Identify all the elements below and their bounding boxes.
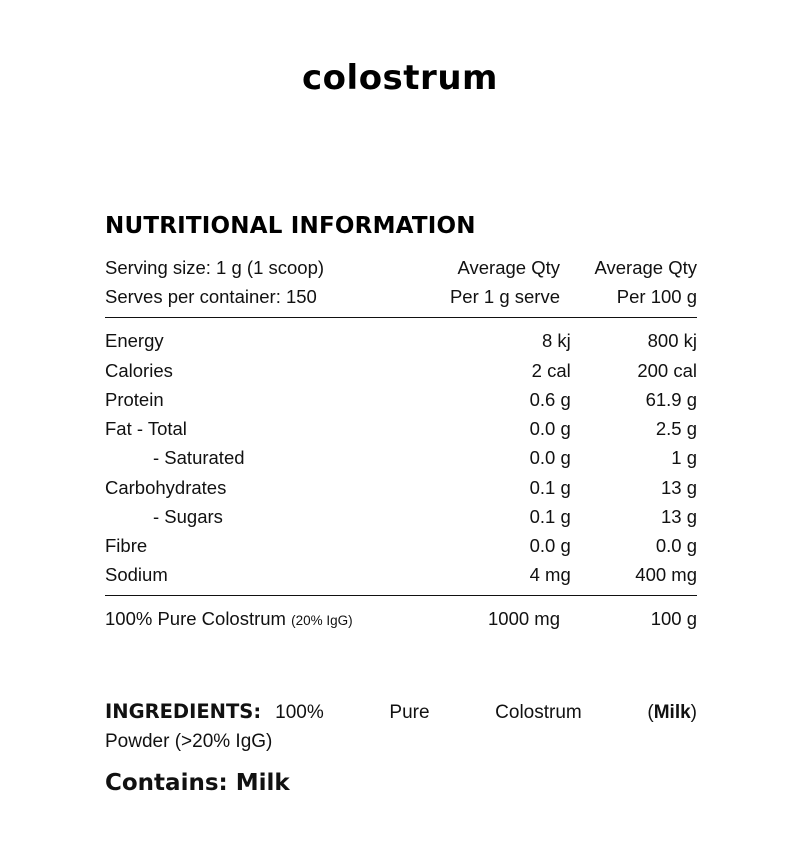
ingredients-allergen: Milk	[653, 702, 691, 723]
nutrition-values-table	[105, 326, 697, 589]
divider-top	[105, 317, 697, 318]
row-hundred-value: 400 mg	[635, 564, 697, 586]
section-title: NUTRITIONAL INFORMATION	[105, 213, 476, 239]
row-hundred-value: 61.9 g	[645, 388, 697, 410]
row-label: - Sugars	[153, 505, 223, 527]
divider-bottom	[105, 595, 697, 596]
row-hundred-value: 13 g	[660, 476, 697, 498]
row-serve-value: 0.6 g	[529, 388, 571, 410]
row-label: Fibre	[105, 534, 148, 556]
claim-note: (20% IgG)	[291, 613, 353, 629]
table-row	[105, 443, 697, 472]
ingredients-label: INGREDIENTS:	[105, 700, 262, 723]
row-label: Carbohydrates	[105, 476, 227, 498]
ingredients-line	[105, 698, 697, 727]
table-row	[105, 502, 697, 531]
serving-size-label: Serving size: 1 g (1 scoop)	[105, 257, 325, 278]
row-label: Fat - Total	[105, 418, 187, 440]
row-serve-value: 8 kj	[541, 330, 571, 352]
claim-hundred-value: 100 g	[650, 608, 697, 630]
table-row	[105, 385, 697, 414]
table-row	[105, 356, 697, 385]
row-serve-value: 2 cal	[531, 359, 571, 381]
table-row	[105, 473, 697, 502]
row-serve-value: 0.0 g	[529, 534, 571, 556]
ingredients-text	[275, 699, 697, 727]
row-serve-value: 0.0 g	[529, 447, 571, 469]
row-label: Protein	[105, 388, 164, 410]
contains-statement: Contains: Milk	[105, 770, 290, 797]
nutrition-table	[105, 253, 697, 311]
row-label: - Saturated	[153, 447, 245, 469]
row-label: Calories	[105, 359, 173, 381]
nutrition-label-page	[0, 58, 800, 858]
ingredients-second-line: Powder (>20% IgG)	[105, 730, 273, 752]
row-serve-value: 4 mg	[529, 564, 571, 586]
row-serve-value: 0.1 g	[529, 476, 571, 498]
claim-label: 100% Pure Colostrum	[105, 608, 286, 630]
row-hundred-value: 2.5 g	[655, 418, 697, 440]
ingredients-text-part2: )	[690, 702, 697, 723]
table-row	[105, 326, 697, 355]
claim-label-cell	[105, 604, 423, 633]
table-row	[105, 531, 697, 560]
table-header-row-1	[105, 253, 697, 282]
row-serve-value: 0.0 g	[529, 418, 571, 440]
col2-header-line2: Per 1 g serve	[449, 286, 560, 308]
col2-header-line1: Average Qty	[457, 257, 560, 278]
claim-table	[105, 604, 697, 633]
row-label: Sodium	[105, 564, 168, 586]
nutrition-panel	[105, 213, 697, 634]
row-hundred-value: 800 kj	[647, 330, 697, 352]
claim-serve-value: 1000 mg	[488, 608, 560, 630]
table-row	[105, 604, 697, 633]
row-hundred-value: 1 g	[671, 447, 697, 469]
row-hundred-value: 0.0 g	[655, 534, 697, 556]
row-label: Energy	[105, 330, 164, 352]
col3-header-line1: Average Qty	[594, 257, 697, 278]
serves-per-container-label: Serves per container: 150	[105, 286, 317, 308]
table-row	[105, 414, 697, 443]
ingredients-text-part1: 100% Pure Colostrum (	[275, 702, 654, 723]
table-row	[105, 560, 697, 589]
row-hundred-value: 200 cal	[637, 359, 697, 381]
table-header-row-2	[105, 282, 697, 311]
row-serve-value: 0.1 g	[529, 505, 571, 527]
ingredients-section	[105, 698, 697, 800]
page-title: colostrum	[302, 58, 498, 98]
col3-header-line2: Per 100 g	[616, 286, 697, 308]
row-hundred-value: 13 g	[660, 505, 697, 527]
